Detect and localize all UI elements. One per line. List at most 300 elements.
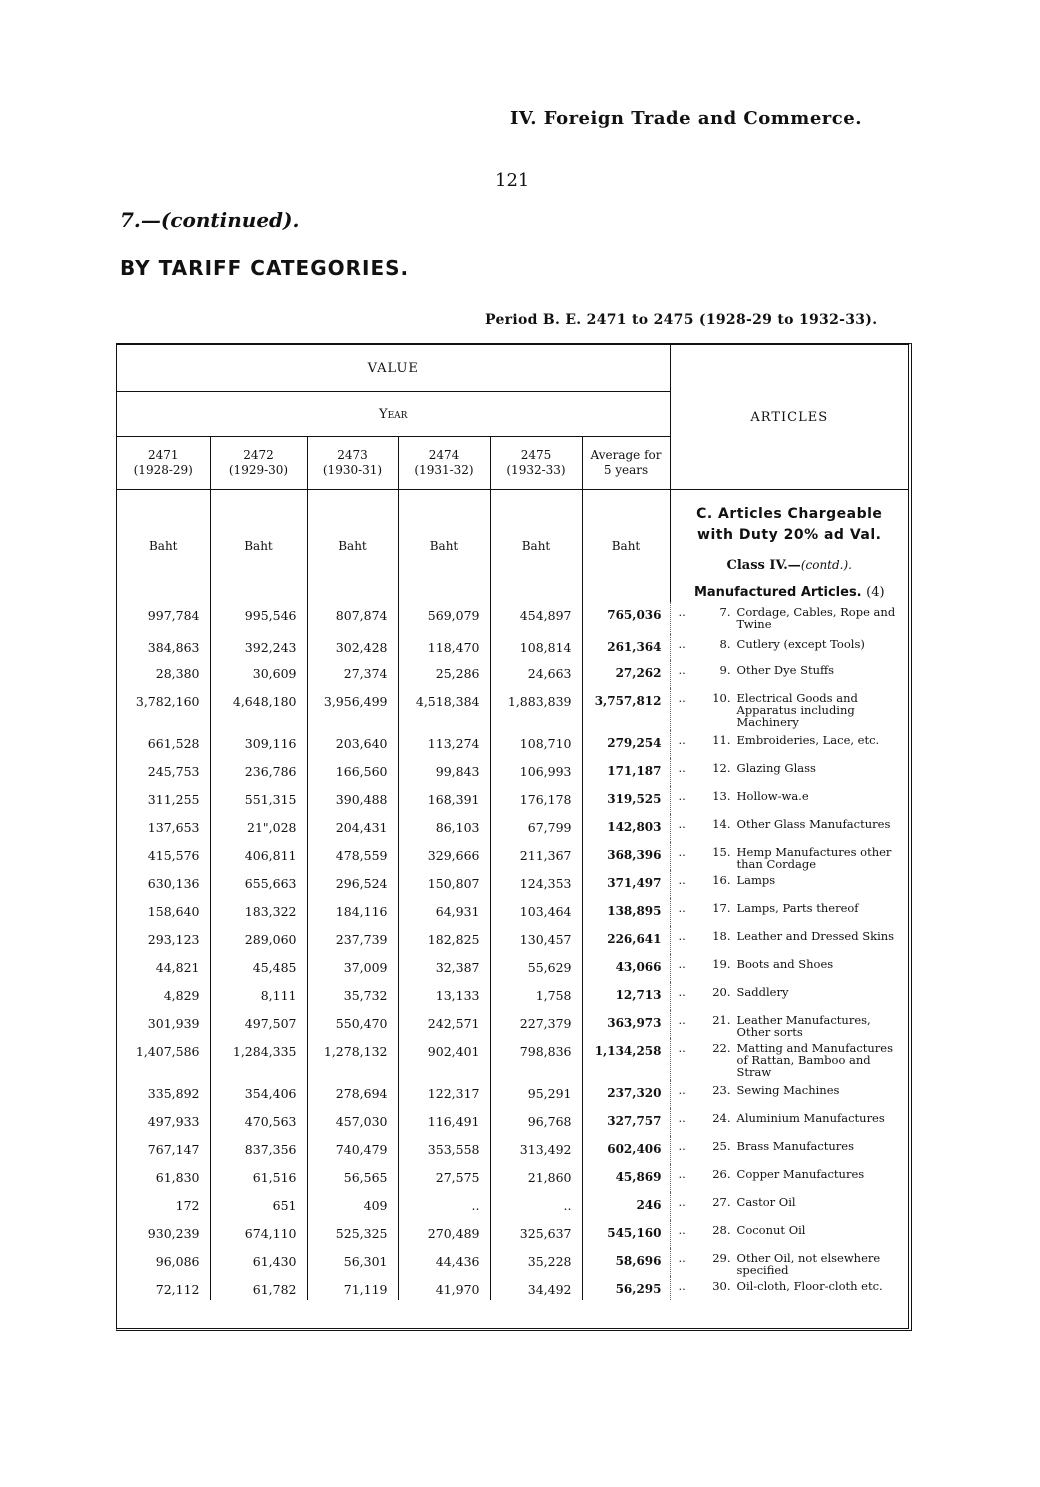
- value-cell: 302,428: [307, 634, 398, 660]
- value-cell: 32,387: [398, 954, 490, 982]
- value-cell: 106,993: [490, 758, 582, 786]
- article-name: Other Dye Stuffs: [736, 663, 835, 677]
- average-cell: 27,262: [582, 660, 670, 688]
- article-entry: [671, 638, 908, 650]
- value-cell: 150,807: [398, 870, 490, 898]
- value-cell: 525,325: [307, 1220, 398, 1248]
- leader-dots: ..: [678, 929, 686, 943]
- average-cell: 43,066: [582, 954, 670, 982]
- article-cell: [670, 730, 908, 758]
- article-entry: [671, 986, 908, 998]
- article-cell: [670, 758, 908, 786]
- average-cell: 56,295: [582, 1276, 670, 1300]
- value-cell: 45,485: [210, 954, 307, 982]
- value-cell: 72,112: [117, 1276, 210, 1300]
- value-cell: 21",028: [210, 814, 307, 842]
- value-cell: 497,933: [117, 1108, 210, 1136]
- article-number: 12.: [712, 761, 731, 775]
- category-heading-cell: [670, 490, 908, 603]
- average-cell: 371,497: [582, 870, 670, 898]
- article-number: 20.: [712, 985, 731, 999]
- average-cell: 142,803: [582, 814, 670, 842]
- article-number: 11.: [712, 733, 731, 747]
- value-cell: 497,507: [210, 1010, 307, 1038]
- value-cell: 27,374: [307, 660, 398, 688]
- average-cell: 246: [582, 1192, 670, 1220]
- leader-dots: ..: [678, 957, 686, 971]
- value-cell: 353,558: [398, 1136, 490, 1164]
- article-cell: [670, 1164, 908, 1192]
- value-cell: 551,315: [210, 786, 307, 814]
- value-cell: 767,147: [117, 1136, 210, 1164]
- class-label: Class IV.—(contd.).: [726, 558, 852, 573]
- leader-dots: ..: [678, 637, 686, 651]
- table-row: [117, 1192, 908, 1220]
- article-number: 26.: [712, 1167, 731, 1181]
- value-cell: 211,367: [490, 842, 582, 870]
- article-number: 17.: [712, 901, 731, 915]
- article-cell: [670, 1038, 908, 1080]
- average-cell: 319,525: [582, 786, 670, 814]
- article-number: 22.: [712, 1041, 731, 1055]
- table-row: [117, 730, 908, 758]
- article-cell: [670, 660, 908, 688]
- value-cell: 44,821: [117, 954, 210, 982]
- table-row: [117, 1164, 908, 1192]
- article-name: Hemp Manufactures other than Cordage: [736, 845, 892, 871]
- period-label: Period B. E. 2471 to 2475 (1928-29 to 1932-33).: [485, 312, 878, 328]
- average-cell: 3,757,812: [582, 688, 670, 730]
- value-cell: 293,123: [117, 926, 210, 954]
- value-cell: 25,286: [398, 660, 490, 688]
- value-cell: 35,732: [307, 982, 398, 1010]
- table-row: [117, 1220, 908, 1248]
- trade-table-frame: [116, 343, 912, 1331]
- table-row: [117, 898, 908, 926]
- value-cell: 67,799: [490, 814, 582, 842]
- article-cell: [670, 1010, 908, 1038]
- value-cell: 108,710: [490, 730, 582, 758]
- article-cell: [670, 814, 908, 842]
- average-cell: 237,320: [582, 1080, 670, 1108]
- value-cell: 313,492: [490, 1136, 582, 1164]
- article-entry: [671, 1014, 908, 1038]
- table-row: [117, 688, 908, 730]
- value-cell: 44,436: [398, 1248, 490, 1276]
- table-row: [117, 842, 908, 870]
- value-cell: 21,860: [490, 1164, 582, 1192]
- value-cell: 1,758: [490, 982, 582, 1010]
- article-cell: [670, 1136, 908, 1164]
- value-cell: 227,379: [490, 1010, 582, 1038]
- value-cell: 28,380: [117, 660, 210, 688]
- value-cell: 13,133: [398, 982, 490, 1010]
- table-row: [117, 954, 908, 982]
- value-cell: 4,648,180: [210, 688, 307, 730]
- value-cell: 997,784: [117, 602, 210, 634]
- table-subtitle: BY TARIFF CATEGORIES.: [120, 256, 410, 280]
- value-cell: 406,811: [210, 842, 307, 870]
- article-entry: [671, 692, 908, 728]
- value-cell: 55,629: [490, 954, 582, 982]
- value-cell: 56,301: [307, 1248, 398, 1276]
- article-number: 9.: [719, 663, 731, 677]
- value-cell: 86,103: [398, 814, 490, 842]
- table-row: [117, 926, 908, 954]
- table-row: [117, 982, 908, 1010]
- value-cell: 8,111: [210, 982, 307, 1010]
- unit-cell: Baht: [398, 490, 490, 603]
- value-cell: 550,470: [307, 1010, 398, 1038]
- unit-cell: Baht: [210, 490, 307, 603]
- value-cell: 415,576: [117, 842, 210, 870]
- value-cell: 1,284,335: [210, 1038, 307, 1080]
- article-name: Brass Manufactures: [736, 1139, 855, 1153]
- article-number: 21.: [712, 1013, 731, 1027]
- value-cell: 270,489: [398, 1220, 490, 1248]
- article-cell: [670, 634, 908, 660]
- article-entry: [671, 958, 908, 970]
- table-row: [117, 758, 908, 786]
- articles-header: ARTICLES: [670, 345, 908, 490]
- table-row: [117, 1136, 908, 1164]
- average-cell: 545,160: [582, 1220, 670, 1248]
- value-cell: 335,892: [117, 1080, 210, 1108]
- value-cell: 96,086: [117, 1248, 210, 1276]
- article-cell: [670, 1276, 908, 1300]
- value-cell: 309,116: [210, 730, 307, 758]
- article-name: Castor Oil: [736, 1195, 796, 1209]
- value-header: VALUE: [117, 345, 670, 392]
- article-name: Copper Manufactures: [736, 1167, 865, 1181]
- value-cell: 30,609: [210, 660, 307, 688]
- article-number: 8.: [719, 637, 731, 651]
- article-name: Leather Manufactures, Other sorts: [736, 1013, 871, 1039]
- leader-dots: ..: [678, 1013, 686, 1027]
- value-cell: 203,640: [307, 730, 398, 758]
- value-cell: 470,563: [210, 1108, 307, 1136]
- article-number: 25.: [712, 1139, 731, 1153]
- value-cell: 329,666: [398, 842, 490, 870]
- unit-cell: Baht: [582, 490, 670, 603]
- value-cell: 182,825: [398, 926, 490, 954]
- value-cell: 3,956,499: [307, 688, 398, 730]
- article-name: Other Oil, not elsewhere specified: [736, 1251, 881, 1277]
- col-header-2475: 2475 (1932-33): [490, 437, 582, 490]
- article-number: 27.: [712, 1195, 731, 1209]
- value-cell: 116,491: [398, 1108, 490, 1136]
- value-cell: 34,492: [490, 1276, 582, 1300]
- article-name: Cutlery (except Tools): [736, 637, 865, 651]
- article-number: 14.: [712, 817, 731, 831]
- unit-cell: Baht: [307, 490, 398, 603]
- value-cell: 71,119: [307, 1276, 398, 1300]
- leader-dots: ..: [678, 789, 686, 803]
- value-cell: 204,431: [307, 814, 398, 842]
- table-row: [117, 1010, 908, 1038]
- col-header-2471: 2471 (1928-29): [117, 437, 210, 490]
- article-entry: [671, 734, 908, 746]
- average-cell: 226,641: [582, 926, 670, 954]
- table-row: [117, 1276, 908, 1300]
- value-cell: 24,663: [490, 660, 582, 688]
- average-cell: 1,134,258: [582, 1038, 670, 1080]
- average-cell: 368,396: [582, 842, 670, 870]
- leader-dots: ..: [678, 605, 686, 619]
- article-entry: [671, 664, 908, 676]
- year-header: Year: [117, 392, 670, 437]
- article-name: Aluminium Manufactures: [736, 1111, 885, 1125]
- article-entry: [671, 930, 908, 942]
- value-cell: 113,274: [398, 730, 490, 758]
- leader-dots: ..: [678, 733, 686, 747]
- value-cell: 1,883,839: [490, 688, 582, 730]
- value-cell: 661,528: [117, 730, 210, 758]
- average-cell: 327,757: [582, 1108, 670, 1136]
- leader-dots: ..: [678, 985, 686, 999]
- value-cell: 674,110: [210, 1220, 307, 1248]
- leader-dots: ..: [678, 873, 686, 887]
- col-header-2472: 2472 (1929-30): [210, 437, 307, 490]
- leader-dots: ..: [678, 1083, 686, 1097]
- article-name: Saddlery: [736, 985, 789, 999]
- value-cell: 457,030: [307, 1108, 398, 1136]
- article-name: Other Glass Manufactures: [736, 817, 891, 831]
- value-cell: 236,786: [210, 758, 307, 786]
- trade-table: [117, 345, 908, 1300]
- article-name: Glazing Glass: [736, 761, 816, 775]
- value-cell: 902,401: [398, 1038, 490, 1080]
- value-cell: 630,136: [117, 870, 210, 898]
- value-cell: 798,836: [490, 1038, 582, 1080]
- value-cell: 35,228: [490, 1248, 582, 1276]
- value-cell: 289,060: [210, 926, 307, 954]
- value-cell: 655,663: [210, 870, 307, 898]
- value-cell: 61,830: [117, 1164, 210, 1192]
- value-cell: 1,278,132: [307, 1038, 398, 1080]
- value-cell: 118,470: [398, 634, 490, 660]
- article-entry: [671, 1224, 908, 1236]
- average-cell: 765,036: [582, 602, 670, 634]
- value-cell: 930,239: [117, 1220, 210, 1248]
- article-number: 29.: [712, 1251, 731, 1265]
- leader-dots: ..: [678, 845, 686, 859]
- article-entry: [671, 1168, 908, 1180]
- value-cell: 807,874: [307, 602, 398, 634]
- table-row: [117, 634, 908, 660]
- value-cell: 311,255: [117, 786, 210, 814]
- value-cell: 237,739: [307, 926, 398, 954]
- article-cell: [670, 1248, 908, 1276]
- article-cell: [670, 1192, 908, 1220]
- category-title: C. Articles Chargeable with Duty 20% ad Val.: [696, 506, 883, 543]
- article-entry: [671, 1042, 908, 1078]
- value-cell: 183,322: [210, 898, 307, 926]
- article-cell: [670, 602, 908, 634]
- col-header-average: Average for 5 years: [590, 448, 662, 477]
- leader-dots: ..: [678, 761, 686, 775]
- article-entry: [671, 818, 908, 830]
- article-number: 16.: [712, 873, 731, 887]
- col-header-2474: 2474 (1931-32): [398, 437, 490, 490]
- value-cell: 651: [210, 1192, 307, 1220]
- value-cell: 41,970: [398, 1276, 490, 1300]
- value-cell: 184,116: [307, 898, 398, 926]
- leader-dots: ..: [678, 663, 686, 677]
- article-cell: [670, 898, 908, 926]
- value-cell: 354,406: [210, 1080, 307, 1108]
- article-name: Cordage, Cables, Rope and Twine: [736, 605, 896, 631]
- value-cell: 158,640: [117, 898, 210, 926]
- value-cell: 61,782: [210, 1276, 307, 1300]
- value-cell: 301,939: [117, 1010, 210, 1038]
- table-row: [117, 1248, 908, 1276]
- article-name: Lamps: [736, 873, 776, 887]
- average-cell: 363,973: [582, 1010, 670, 1038]
- article-number: 7.: [719, 605, 731, 619]
- article-entry: [671, 874, 908, 886]
- value-cell: 995,546: [210, 602, 307, 634]
- leader-dots: ..: [678, 1167, 686, 1181]
- article-number: 28.: [712, 1223, 731, 1237]
- leader-dots: ..: [678, 1279, 686, 1293]
- value-cell: 478,559: [307, 842, 398, 870]
- leader-dots: ..: [678, 817, 686, 831]
- value-cell: 740,479: [307, 1136, 398, 1164]
- value-cell: 837,356: [210, 1136, 307, 1164]
- table-row: [117, 1038, 908, 1080]
- article-cell: [670, 1080, 908, 1108]
- article-cell: [670, 926, 908, 954]
- average-cell: 58,696: [582, 1248, 670, 1276]
- article-name: Leather and Dressed Skins: [736, 929, 895, 943]
- value-cell: 137,653: [117, 814, 210, 842]
- leader-dots: ..: [678, 691, 686, 705]
- article-entry: [671, 1140, 908, 1152]
- value-cell: 99,843: [398, 758, 490, 786]
- article-cell: [670, 842, 908, 870]
- article-cell: [670, 870, 908, 898]
- unit-cell: Baht: [490, 490, 582, 603]
- average-cell: 12,713: [582, 982, 670, 1010]
- article-cell: [670, 982, 908, 1010]
- value-cell: ..: [490, 1192, 582, 1220]
- table-row: [117, 1108, 908, 1136]
- average-cell: 602,406: [582, 1136, 670, 1164]
- table-row: [117, 602, 908, 634]
- average-cell: 45,869: [582, 1164, 670, 1192]
- article-entry: [671, 1280, 908, 1292]
- article-name: Oil-cloth, Floor-cloth etc.: [736, 1279, 883, 1293]
- leader-dots: ..: [678, 1195, 686, 1209]
- value-cell: 409: [307, 1192, 398, 1220]
- value-cell: 3,782,160: [117, 688, 210, 730]
- value-cell: 166,560: [307, 758, 398, 786]
- value-cell: 27,575: [398, 1164, 490, 1192]
- value-cell: 168,391: [398, 786, 490, 814]
- average-cell: 138,895: [582, 898, 670, 926]
- table-row: [117, 870, 908, 898]
- value-cell: 384,863: [117, 634, 210, 660]
- article-name: Coconut Oil: [736, 1223, 806, 1237]
- article-cell: [670, 1220, 908, 1248]
- value-cell: 130,457: [490, 926, 582, 954]
- value-cell: 95,291: [490, 1080, 582, 1108]
- article-number: 15.: [712, 845, 731, 859]
- value-cell: 569,079: [398, 602, 490, 634]
- article-entry: [671, 1084, 908, 1096]
- leader-dots: ..: [678, 1251, 686, 1265]
- article-number: 18.: [712, 929, 731, 943]
- value-cell: 242,571: [398, 1010, 490, 1038]
- value-cell: 37,009: [307, 954, 398, 982]
- value-cell: 172: [117, 1192, 210, 1220]
- table-row: [117, 1080, 908, 1108]
- page-number: 121: [495, 170, 530, 191]
- value-cell: 390,488: [307, 786, 398, 814]
- table-row: [117, 814, 908, 842]
- article-cell: [670, 786, 908, 814]
- table-row: [117, 660, 908, 688]
- section-title: IV. Foreign Trade and Commerce.: [510, 108, 862, 129]
- article-name: Electrical Goods and Apparatus including Machinery: [736, 691, 858, 729]
- value-cell: 296,524: [307, 870, 398, 898]
- leader-dots: ..: [678, 901, 686, 915]
- article-cell: [670, 688, 908, 730]
- value-cell: 278,694: [307, 1080, 398, 1108]
- article-number: 19.: [712, 957, 731, 971]
- value-cell: 1,407,586: [117, 1038, 210, 1080]
- leader-dots: ..: [678, 1223, 686, 1237]
- average-cell: 261,364: [582, 634, 670, 660]
- value-cell: ..: [398, 1192, 490, 1220]
- article-name: Boots and Shoes: [736, 957, 834, 971]
- value-cell: 4,518,384: [398, 688, 490, 730]
- leader-dots: ..: [678, 1139, 686, 1153]
- value-cell: 108,814: [490, 634, 582, 660]
- article-name: Hollow-wa.e: [736, 789, 809, 803]
- article-name: Embroideries, Lace, etc.: [736, 733, 880, 747]
- article-number: 10.: [712, 691, 731, 705]
- article-cell: [670, 954, 908, 982]
- article-cell: [670, 1108, 908, 1136]
- value-cell: 245,753: [117, 758, 210, 786]
- value-cell: 103,464: [490, 898, 582, 926]
- article-entry: [671, 606, 908, 630]
- value-cell: 56,565: [307, 1164, 398, 1192]
- article-number: 23.: [712, 1083, 731, 1097]
- article-entry: [671, 846, 908, 870]
- leader-dots: ..: [678, 1111, 686, 1125]
- leader-dots: ..: [678, 1041, 686, 1055]
- value-cell: 64,931: [398, 898, 490, 926]
- value-cell: 96,768: [490, 1108, 582, 1136]
- value-cell: 122,317: [398, 1080, 490, 1108]
- article-number: 24.: [712, 1111, 731, 1125]
- value-cell: 124,353: [490, 870, 582, 898]
- value-cell: 325,637: [490, 1220, 582, 1248]
- value-cell: 176,178: [490, 786, 582, 814]
- article-entry: [671, 1252, 908, 1276]
- article-entry: [671, 902, 908, 914]
- article-name: Matting and Manufactures of Rattan, Bamboo and Straw: [736, 1041, 894, 1079]
- value-cell: 4,829: [117, 982, 210, 1010]
- subcategory-label: Manufactured Articles. (4): [693, 585, 885, 600]
- col-header-2473: 2473 (1930-31): [307, 437, 398, 490]
- value-cell: 61,430: [210, 1248, 307, 1276]
- article-number: 30.: [712, 1279, 731, 1293]
- article-name: Lamps, Parts thereof: [736, 901, 859, 915]
